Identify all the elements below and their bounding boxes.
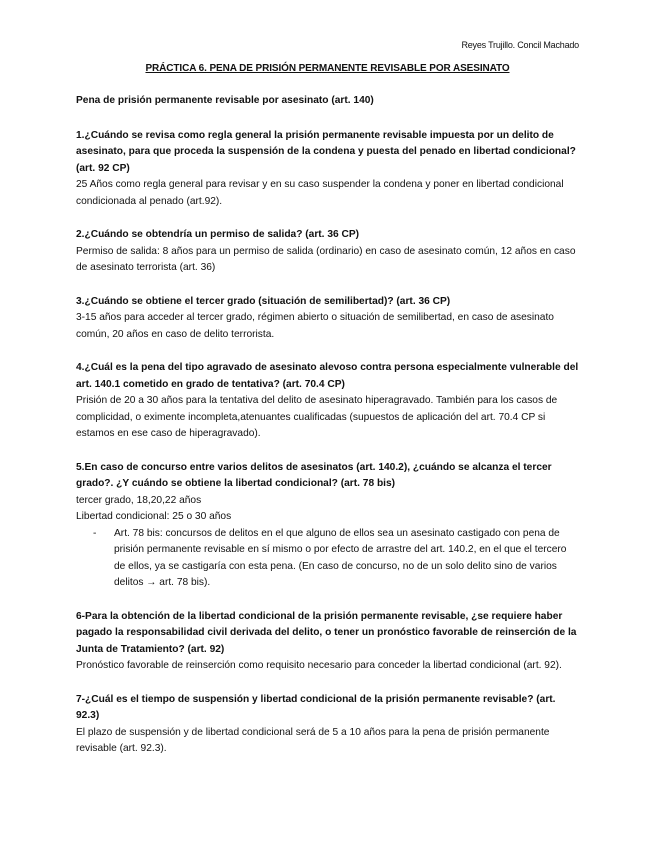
- document-title: PRÁCTICA 6. PENA DE PRISIÓN PERMANENTE REVISABLE POR ASESINATO: [145, 63, 510, 74]
- question-text: 2.¿Cuándo se obtendría un permiso de salida? (art. 36 CP): [76, 229, 360, 240]
- bullet-text: Art. 78 bis: concursos de delitos en el que alguno de ellos sea un asesinato castigado con pena de prisión permanente revisable en sí mismo o por efecto de arrastre del art. 140.2, en el que el tercero de ellos, ya se castigaría con esta pena. (En caso de concurso, no de un solo delito sino de varios delitos → art. 78 bis).: [114, 527, 567, 588]
- question-block-6: [76, 609, 580, 675]
- answer-text: 3-15 años para acceder al tercer grado, régimen abierto o situación de semilibertad, en caso de asesinato común, 20 años en caso de delito terrorista.: [76, 312, 554, 340]
- answer-text: El plazo de suspensión y de libertad condicional será de 5 a 10 años para la pena de prisión permanente revisable (art. 92.3).: [76, 726, 550, 754]
- answer-text: Prisión de 20 a 30 años para la tentativa del delito de asesinato hiperagravado. También para los casos de complicidad, o eximente incompleta,atenuantes cualificadas (supuestos de aplicación del art. 70.4 CP si estamos en ese caso de hiperagravado).: [76, 395, 558, 439]
- question-block-2: [76, 227, 580, 277]
- question-block-5: [76, 460, 580, 592]
- question-text: 1.¿Cuándo se revisa como regla general la prisión permanente revisable impuesta por un delito de asesinato, para que proceda la suspensión de la condena y puesta del penado en libertad condicional? (art. 92 CP): [76, 129, 576, 174]
- bullet-item: [76, 526, 580, 592]
- question-text: 4.¿Cuál es la pena del tipo agravado de asesinato alevoso contra persona especialmente vulnerable del art. 140.1 cometido en grado de tentativa? (art. 70.4 CP): [76, 362, 579, 390]
- answer-line-third-degree: tercer grado, 18,20,22 años: [76, 494, 202, 506]
- question-text: 3.¿Cuándo se obtiene el tercer grado (situación de semilibertad)? (art. 36 CP): [76, 295, 451, 307]
- answer-text: Pronóstico favorable de reinserción como requisito necesario para conceder la libertad condicional (art. 92).: [76, 660, 562, 671]
- answer-text: 25 Años como regla general para revisar y en su caso suspender la condena y poner en libertad condicional condicionada al penado (art.92).: [76, 179, 564, 207]
- question-text: 6-Para la obtención de la libertad condicional de la prisión permanente revisable, ¿se requiere haber pagado la responsabilidad civil derivada del delito, o tener un pronóstico favorable de reinserción de la Junta de Tratamiento? (art. 92): [76, 610, 577, 655]
- question-block-3: [76, 294, 580, 344]
- answer-line-parole: Libertad condicional: 25 o 30 años: [76, 511, 232, 522]
- question-block-7: [76, 692, 580, 758]
- author-header: Reyes Trujillo. Concil Machado: [461, 40, 579, 50]
- question-text: 5.En caso de concurso entre varios delitos de asesinatos (art. 140.2), ¿cuándo se alcanza el tercer grado?. ¿Y cuándo se obtiene la libertad condicional? (art. 78 bis): [76, 461, 552, 489]
- section-subtitle: Pena de prisión permanente revisable por asesinato (art. 140): [76, 95, 374, 106]
- answer-text: Permiso de salida: 8 años para un permiso de salida (ordinario) en caso de asesinato común, 12 años en caso de asesinato terrorista (art. 36): [76, 245, 576, 273]
- question-block-1: [76, 128, 580, 211]
- question-text: 7-¿Cuál es el tiempo de suspensión y libertad condicional de la prisión permanente revisable? (art. 92.3): [76, 693, 556, 721]
- bullet-dash: -: [93, 527, 97, 539]
- document-body: [76, 93, 580, 775]
- question-block-4: [76, 360, 580, 443]
